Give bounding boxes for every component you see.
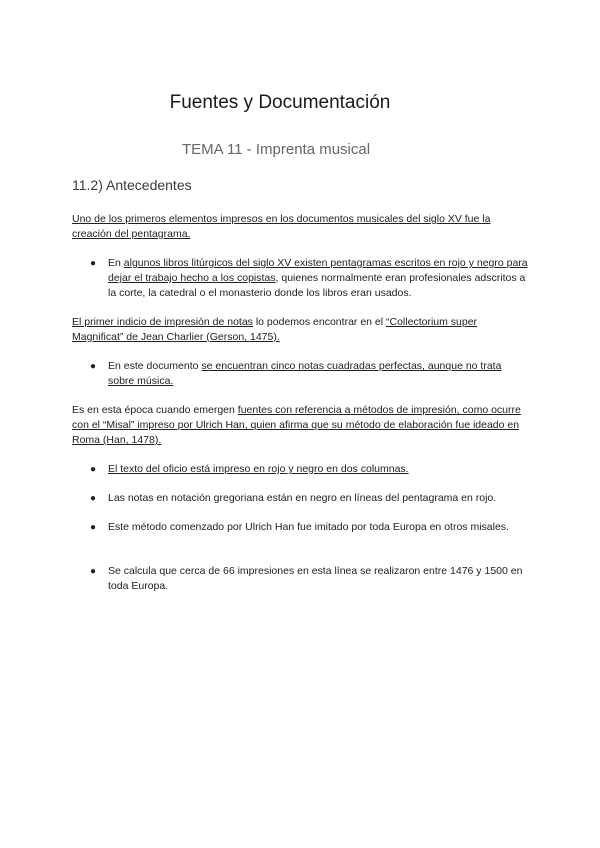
paragraph-2-underlined-a: El primer indicio de impresión de notas bbox=[72, 316, 253, 328]
paragraph-1-underlined: Uno de los primeros elementos impresos en los documentos musicales del siglo XV fue la creación del pentagrama. bbox=[72, 213, 491, 240]
bullet-1-text bbox=[108, 256, 528, 301]
paragraph-2-text: lo podemos encontrar en el bbox=[252, 316, 387, 328]
bullet-2-part-a: En este documento bbox=[108, 360, 202, 372]
paragraph-2-underlined-b: “Collectorium super Magnificat” de Jean Charlier (Gerson, 1475). bbox=[72, 316, 478, 343]
bullet-3-text bbox=[108, 462, 528, 477]
bullet-3-underlined: El texto del oficio está impreso en rojo y negro en dos columnas. bbox=[108, 463, 409, 475]
bullet-6-text: Se calcula que cerca de 66 impresiones en esta línea se realizaron entre 1476 y 1500 en toda Europa. bbox=[108, 565, 523, 592]
bullet-5-text: Este método comenzado por Ulrich Han fue imitado por toda Europa en otros misales. bbox=[108, 521, 509, 533]
bullet-dot-icon: ● bbox=[90, 361, 97, 372]
bullet-item-5 bbox=[90, 520, 528, 535]
bullet-dot-icon: ● bbox=[90, 493, 97, 504]
bullet-item-3 bbox=[90, 462, 528, 477]
bullet-1-part-b: , quienes normalmente eran profesionales adscritos a la corte, la catedral o el monasterio donde los libros eran usados. bbox=[108, 272, 526, 299]
paragraph-3-underlined: fuentes con referencia a métodos de impresión, como ocurre con el “Misal” impreso por Ulrich Han, quien afirma que su método de elaboración fue ideado en Roma (Han, 1478). bbox=[72, 404, 521, 446]
paragraph-1 bbox=[72, 212, 528, 242]
bullet-item-2 bbox=[90, 359, 528, 389]
bullet-4-text: Las notas en notación gregoriana están en negro en líneas del pentagrama en rojo. bbox=[108, 492, 497, 504]
paragraph-3 bbox=[72, 403, 528, 448]
document-title bbox=[0, 92, 560, 114]
paragraph-3-text: Es en esta época cuando emergen bbox=[72, 404, 238, 416]
section-heading: 11.2) Antecedentes bbox=[72, 177, 192, 193]
bullet-dot-icon: ● bbox=[90, 258, 97, 269]
document-title-text: Fuentes y Documentación bbox=[169, 92, 391, 113]
document-subtitle: TEMA 11 - Imprenta musical bbox=[181, 141, 371, 158]
bullet-1-part-a: En bbox=[108, 257, 124, 269]
bullet-item-6 bbox=[90, 564, 528, 594]
bullet-dot-icon: ● bbox=[90, 464, 97, 475]
bullet-item-1 bbox=[90, 256, 528, 301]
bullet-dot-icon: ● bbox=[90, 566, 97, 577]
bullet-1-underlined: algunos libros litúrgicos del siglo XV existen pentagramas escritos en rojo y negro para dejar el trabajo hecho a los copistas bbox=[108, 257, 528, 284]
paragraph-2 bbox=[72, 315, 528, 345]
bullet-dot-icon: ● bbox=[90, 522, 97, 533]
bullet-2-underlined: se encuentran cinco notas cuadradas perfectas, aunque no trata sobre música. bbox=[108, 360, 502, 387]
bullet-item-4 bbox=[90, 491, 528, 506]
bullet-2-text bbox=[108, 359, 528, 389]
